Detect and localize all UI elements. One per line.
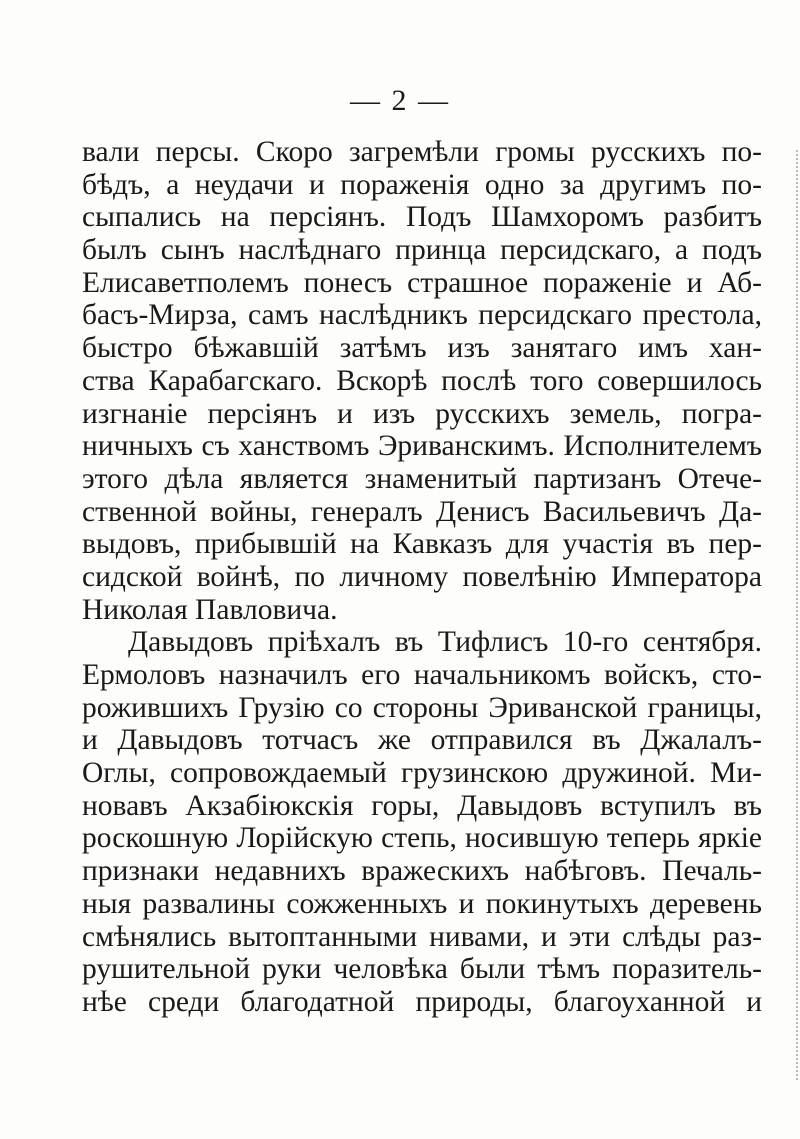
text-line: нѣе среди благодатной природы, благоуханной и bbox=[82, 985, 762, 1018]
scan-edge-shadow bbox=[793, 150, 798, 1080]
text-line: изгнаніе персіянъ и изъ русскихъ земель, погра- bbox=[82, 397, 762, 430]
text-line: смѣнялись вытоптанными нивами, и эти слѣды раз- bbox=[82, 920, 762, 953]
text-line: сыпались на персіянъ. Подъ Шамхоромъ разбитъ bbox=[82, 201, 762, 234]
text-line: рушительной руки человѣка были тѣмъ поразитель- bbox=[82, 953, 762, 986]
text-line: вали персы. Скоро загремѣли громы русскихъ по- bbox=[82, 136, 762, 168]
text-line: басъ-Мирза, самъ наслѣдникъ персидскаго престола, bbox=[82, 299, 762, 332]
paragraph-1 bbox=[82, 136, 762, 626]
paragraph-2 bbox=[82, 626, 762, 1018]
body-text bbox=[82, 136, 762, 1019]
text-line: новавъ Акзабіюкскія горы, Давыдовъ вступилъ въ bbox=[82, 789, 762, 822]
text-line: былъ сынъ наслѣднаго принца персидскаго, а подъ bbox=[82, 234, 762, 267]
text-line: признаки недавнихъ вражескихъ набѣговъ. Печаль- bbox=[82, 855, 762, 888]
text-line: Елисаветполемъ понесъ страшное пораженіе и Аб- bbox=[82, 266, 762, 299]
text-line: Ермоловъ назначилъ его начальникомъ войскъ, сто- bbox=[82, 659, 762, 691]
text-line: этого дѣла является знаменитый партизанъ Отече- bbox=[82, 462, 762, 495]
text-line: ничныхъ съ ханствомъ Эриванскимъ. Исполнителемъ bbox=[82, 430, 762, 463]
text-line: бѣдъ, а неудачи и пораженія одно за другимъ по- bbox=[82, 168, 762, 201]
text-line: ства Карабагскаго. Вскорѣ послѣ того совершилось bbox=[82, 364, 762, 397]
text-line: ственной войны, генералъ Денисъ Васильевичъ Да- bbox=[82, 495, 762, 528]
text-line: Николая Павловича. bbox=[82, 593, 338, 626]
text-line: ныя развалины сожженныхъ и покинутыхъ деревень bbox=[82, 887, 762, 920]
text-line: Оглы, сопровождаемый грузинскою дружиной. Ми- bbox=[82, 757, 762, 790]
text-line: выдовъ, прибывшій на Кавказъ для участія въ пер- bbox=[82, 528, 762, 561]
text-line: быстро бѣжавшій затѣмъ изъ занятаго имъ хан- bbox=[82, 332, 762, 365]
text-line: рожившихъ Грузію со стороны Эриванской границы, bbox=[82, 691, 762, 724]
text-line: роскошную Лорійскую степь, носившую теперь яркіе bbox=[82, 822, 762, 855]
text-line: сидской войнѣ, по личному повелѣнію Императора bbox=[82, 560, 762, 593]
text-line: Давыдовъ пріѣхалъ въ Тифлисъ 10-го сентября. bbox=[128, 626, 762, 659]
text-line: и Давыдовъ тотчасъ же отправился въ Джалалъ- bbox=[82, 724, 762, 757]
page-number: — 2 — bbox=[350, 84, 450, 117]
